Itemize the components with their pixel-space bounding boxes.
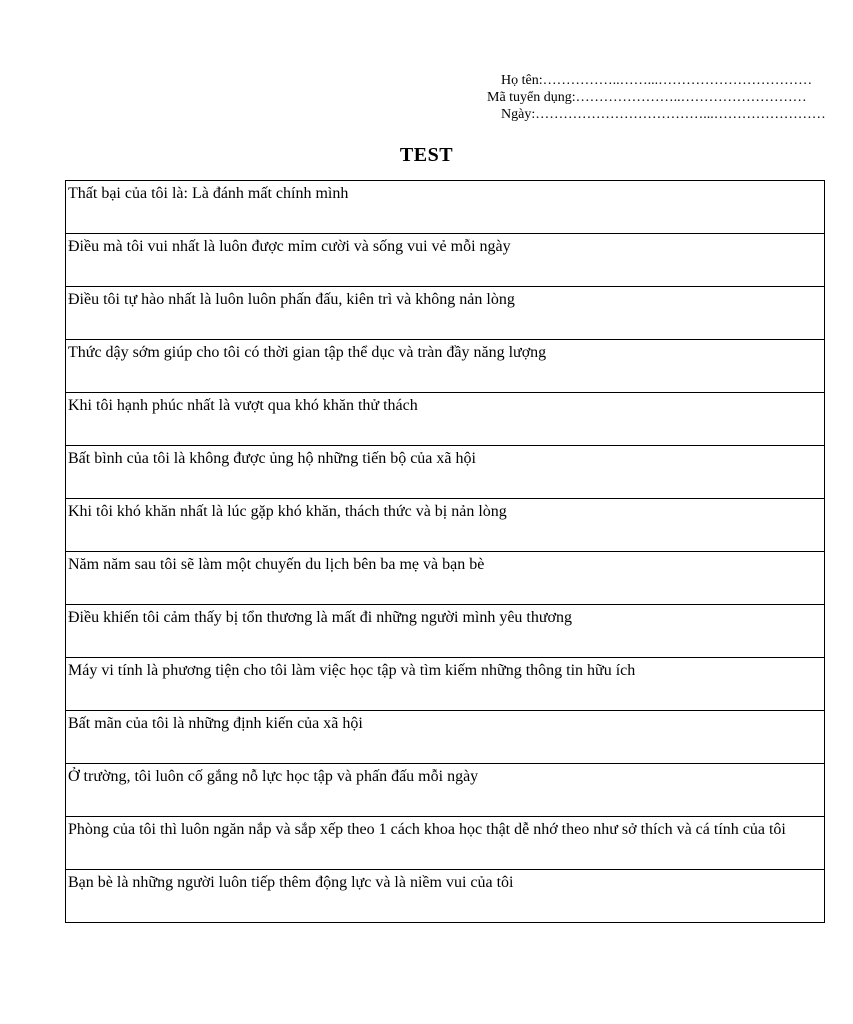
table-cell: Điều tôi tự hào nhất là luôn luôn phấn đấu, kiên trì và không nản lòng — [66, 287, 825, 340]
table-row — [66, 658, 825, 711]
table-cell: Điều mà tôi vui nhất là luôn được mỉm cười và sống vui vẻ mỗi ngày — [66, 234, 825, 287]
header-fields — [486, 72, 826, 123]
table-row — [66, 870, 825, 923]
table-row — [66, 393, 825, 446]
table-cell: Máy vi tính là phương tiện cho tôi làm việc học tập và tìm kiếm những thông tin hữu ích — [66, 658, 825, 711]
table-cell: Điều khiến tôi cảm thấy bị tổn thương là mất đi những người mình yêu thương — [66, 605, 825, 658]
table-row — [66, 446, 825, 499]
date-field — [486, 106, 826, 123]
date-label: Ngày: — [501, 107, 536, 122]
table-row — [66, 499, 825, 552]
table-cell: Khi tôi khó khăn nhất là lúc gặp khó khăn, thách thức và bị nản lòng — [66, 499, 825, 552]
table-row — [66, 234, 825, 287]
table-cell: Ở trường, tôi luôn cố gắng nỗ lực học tập và phấn đấu mỗi ngày — [66, 764, 825, 817]
table-row — [66, 605, 825, 658]
table-row — [66, 340, 825, 393]
table-cell: Bất bình của tôi là không được ủng hộ những tiến bộ của xã hội — [66, 446, 825, 499]
table-cell: Khi tôi hạnh phúc nhất là vượt qua khó khăn thử thách — [66, 393, 825, 446]
date-value: ………………………………...…………………… — [535, 107, 826, 122]
name-field — [486, 72, 813, 89]
name-value: ……………..……...…………………………… — [542, 73, 813, 88]
table-row — [66, 764, 825, 817]
table-row — [66, 287, 825, 340]
table-cell: Phòng của tôi thì luôn ngăn nắp và sắp xếp theo 1 cách khoa học thật dễ nhớ theo như sở thích và cá tính của tôi — [66, 817, 825, 870]
table-cell: Thức dậy sớm giúp cho tôi có thời gian tập thể dục và tràn đầy năng lượng — [66, 340, 825, 393]
code-label: Mã tuyển dụng: — [487, 90, 576, 105]
page-title: TEST — [399, 144, 454, 166]
table-cell: Thất bại của tôi là: Là đánh mất chính mình — [66, 181, 825, 234]
table-row — [66, 711, 825, 764]
code-field — [486, 89, 807, 106]
table-cell: Bạn bè là những người luôn tiếp thêm động lực và là niềm vui của tôi — [66, 870, 825, 923]
name-label: Họ tên: — [501, 73, 543, 88]
test-table — [65, 180, 825, 923]
table-row — [66, 552, 825, 605]
table-cell: Năm năm sau tôi sẽ làm một chuyến du lịch bên ba mẹ và bạn bè — [66, 552, 825, 605]
code-value: …………………..……………………… — [575, 90, 807, 105]
table-cell: Bất mãn của tôi là những định kiến của xã hội — [66, 711, 825, 764]
table-row — [66, 817, 825, 870]
table-row — [66, 181, 825, 234]
